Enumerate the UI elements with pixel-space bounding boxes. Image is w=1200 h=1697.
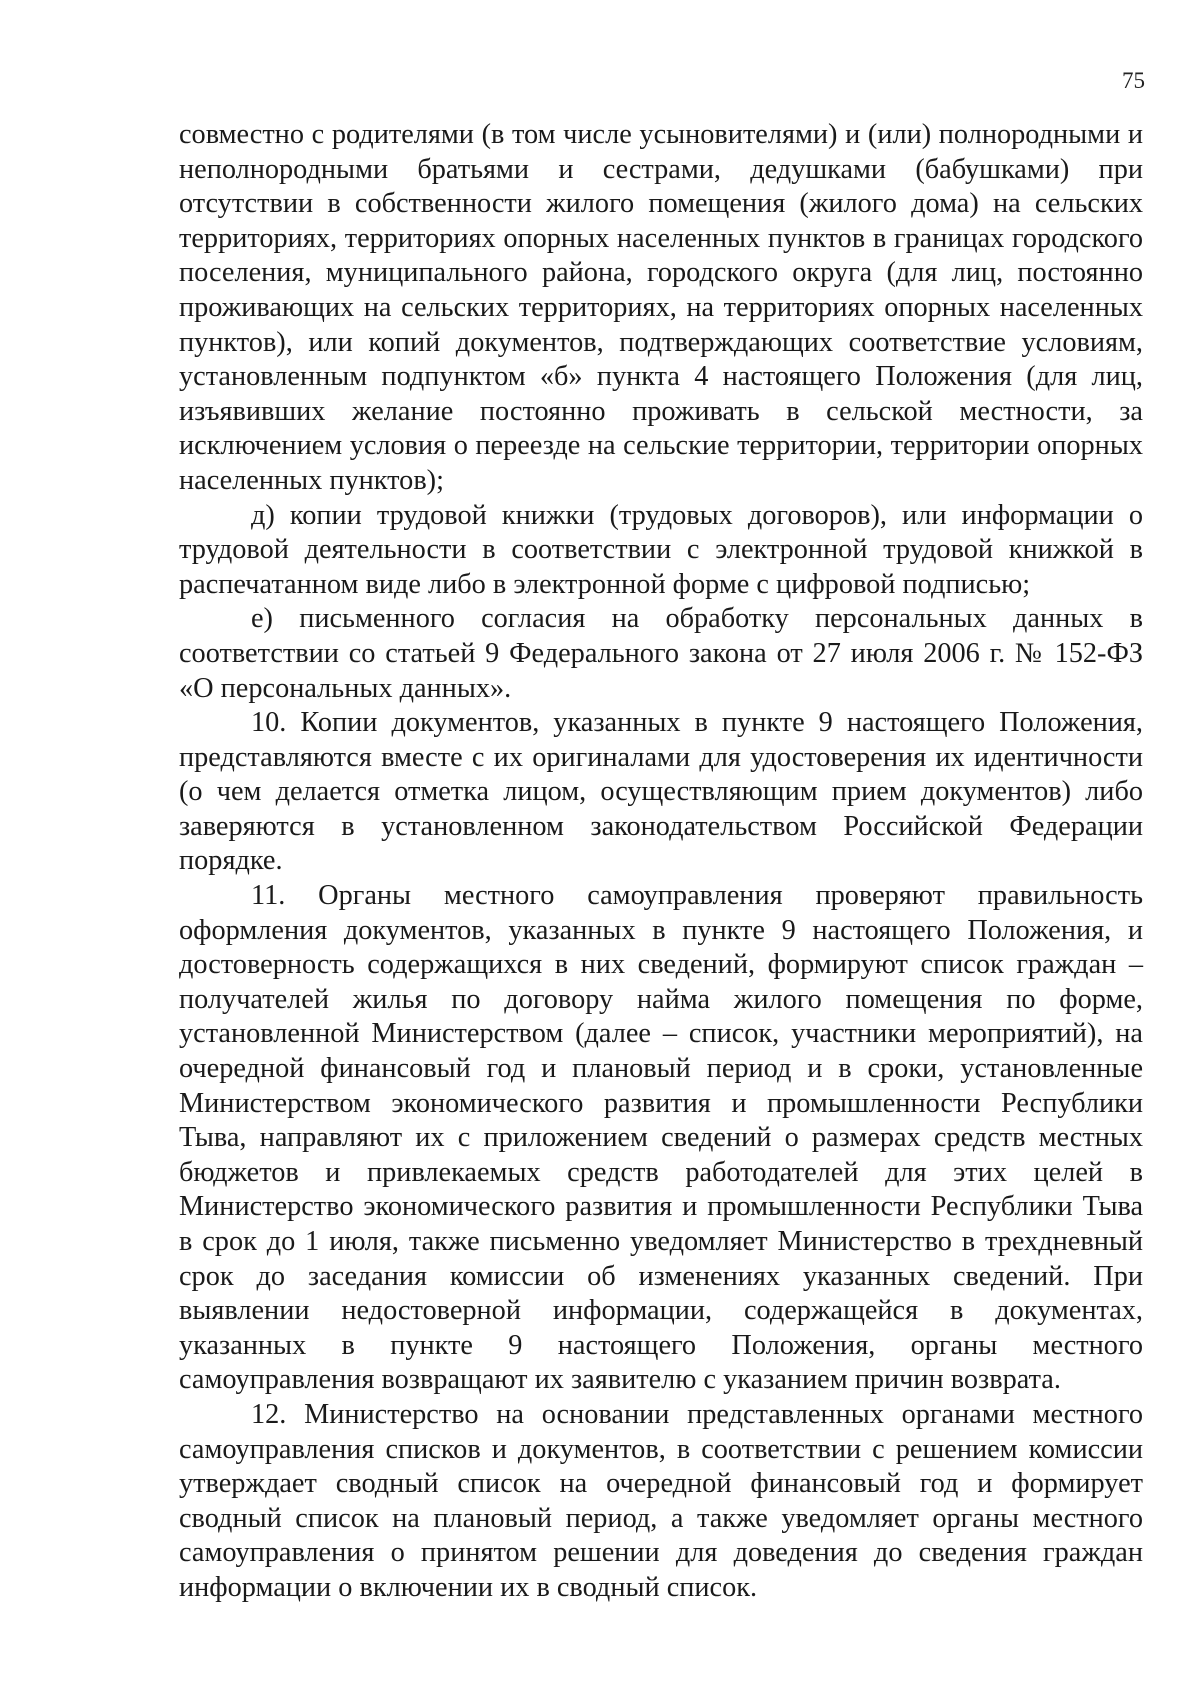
- page-number: 75: [1122, 68, 1145, 93]
- paragraph-12: 12. Министерство на основании представленных органами местного самоуправления списков и документов, в соответствии с решением комиссии утверждает сводный список на очередной финансовый год и формирует сводный список на плановый период, а также уведомляет органы местного самоуправления о принятом решении для доведения до сведения граждан информации о включении их в сводный список.: [179, 1398, 1143, 1603]
- document-body: [179, 118, 1143, 1606]
- paragraph-10: 10. Копии документов, указанных в пункте 9 настоящего Положения, представляются вместе с их оригиналами для удостоверения их идентичности (о чем делается отметка лицом, осуществляющим прием документов) либо заверяются в установленном законодательством Российской Федерации порядке.: [179, 707, 1143, 877]
- paragraph-item-d: д) копии трудовой книжки (трудовых договоров), или информации о трудовой деятельности в соответствии с электронной трудовой книжкой в распечатанном виде либо в электронной форме с цифровой подписью;: [179, 499, 1143, 600]
- paragraph-item-e: е) письменного согласия на обработку персональных данных в соответствии со статьей 9 Федерального закона от 27 июля 2006 г. № 152-ФЗ «О персональных данных».: [179, 603, 1143, 704]
- paragraph-continuation: совместно с родителями (в том числе усыновителями) и (или) полнородными и неполнородными братьями и сестрами, дедушками (бабушками) при отсутствии в собственности жилого помещения (жилого дома) на сельских территориях, территориях опорных населенных пунктов в границах городского поселения, муниципального района, городского округа (для лиц, постоянно проживающих на сельских территориях, на территориях опорных населенных пунктов), или копий документов, подтверждающих соответствие условиям, установленным подпунктом «б» пункта 4 настоящего Положения (для лиц, изъявивших желание постоянно проживать в сельской местности, за исключением условия о переезде на сельские территории, территории опорных населенных пунктов);: [179, 119, 1143, 496]
- paragraph-11: 11. Органы местного самоуправления проверяют правильность оформления документов, указанных в пункте 9 настоящего Положения, и достоверность содержащихся в них сведений, формируют список граждан – получателей жилья по договору найма жилого помещения по форме, установленной Министерством (далее – список, участники мероприятий), на очередной финансовый год и плановый период и в сроки, установленные Министерством экономического развития и промышленности Республики Тыва, направляют их с приложением сведений о размерах средств местных бюджетов и привлекаемых средств работодателей для этих целей в Министерство экономического развития и промышленности Республики Тыва в срок до 1 июля, также письменно уведомляет Министерство в трехдневный срок до заседания комиссии об изменениях указанных сведений. При выявлении недостоверной информации, содержащейся в документах, указанных в пункте 9 настоящего Положения, органы местного самоуправления возвращают их заявителю с указанием причин возврата.: [179, 880, 1143, 1396]
